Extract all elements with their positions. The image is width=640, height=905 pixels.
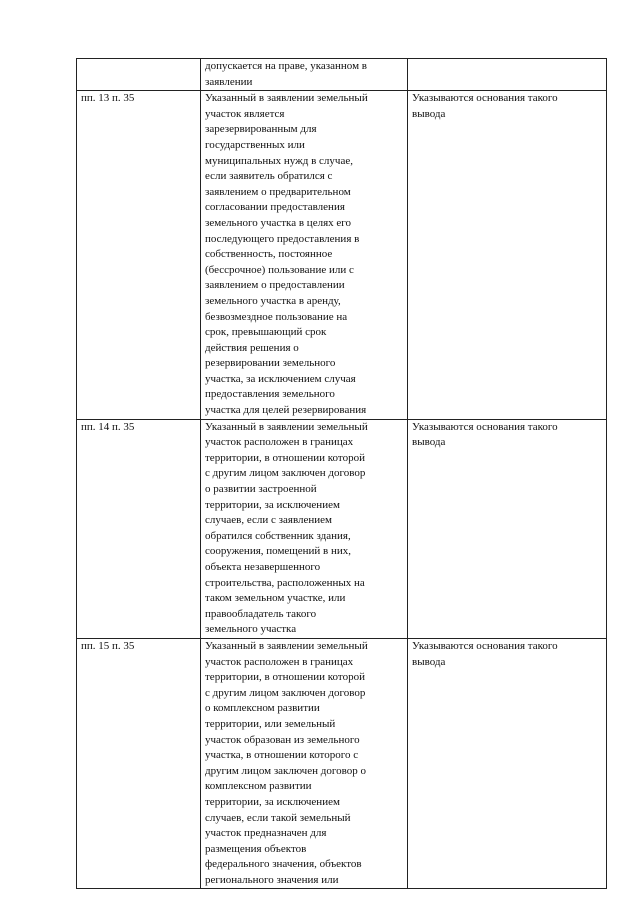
- result-line: вывода: [412, 107, 446, 120]
- condition-line: согласовании предоставления: [205, 201, 345, 214]
- condition-line: участка, за исключением случая: [205, 372, 356, 385]
- table-row: [77, 638, 607, 889]
- grounds-table: [76, 58, 607, 889]
- condition-line: территории, или земельный: [205, 717, 336, 730]
- condition-line: участок расположен в границах: [205, 436, 354, 449]
- condition-cell: [201, 419, 408, 638]
- condition-line: допускается на праве, указанном в: [205, 60, 367, 72]
- result-cell: [408, 91, 607, 419]
- table-row: [77, 91, 607, 419]
- condition-cell: [201, 59, 408, 91]
- condition-line: сооружения, помещений в них,: [205, 545, 352, 558]
- ref-cell: [77, 638, 201, 889]
- condition-line: размещения объектов: [205, 842, 307, 855]
- condition-line: регионального значения или: [205, 873, 339, 886]
- result-line: вывода: [412, 436, 446, 449]
- result-cell: [408, 638, 607, 889]
- condition-line: действия решения о: [205, 341, 299, 354]
- condition-line: другим лицом заключен договор о: [205, 764, 366, 777]
- condition-line: с другим лицом заключен договор: [205, 467, 366, 480]
- table-row: [77, 59, 607, 91]
- condition-line: случаев, если такой земельный: [205, 811, 351, 824]
- result-cell: [408, 419, 607, 638]
- condition-line: муниципальных нужд в случае,: [205, 154, 353, 167]
- condition-line: объекта незавершенного: [205, 561, 321, 573]
- condition-line: Указанный в заявлении земельный: [205, 420, 368, 433]
- condition-line: предоставления земельного: [205, 388, 335, 401]
- condition-line: зарезервированным для: [205, 123, 317, 136]
- condition-line: участок расположен в границах: [205, 655, 354, 668]
- result-line: вывода: [412, 655, 446, 668]
- ref-label: пп. 14 п. 35: [81, 420, 135, 433]
- condition-line: безвозмездное пользование на: [205, 310, 348, 323]
- condition-line: (бессрочное) пользование или с: [205, 263, 354, 276]
- condition-line: участок предназначен для: [205, 827, 327, 840]
- condition-line: собственность, постоянное: [205, 248, 333, 261]
- ref-label: пп. 13 п. 35: [81, 92, 135, 105]
- condition-line: комплексном развитии: [205, 780, 312, 793]
- ref-cell: [77, 419, 201, 638]
- result-line: Указываются основания такого: [412, 420, 558, 433]
- condition-line: участка, в отношении которого с: [205, 749, 359, 762]
- condition-line: участка для целей резервирования: [205, 404, 367, 417]
- condition-line: заявлении: [205, 75, 253, 88]
- condition-line: резервировании земельного: [205, 357, 336, 370]
- condition-line: случаев, если с заявлением: [205, 514, 332, 527]
- condition-line: земельного участка: [205, 623, 297, 636]
- ref-cell: [77, 59, 201, 91]
- condition-line: Указанный в заявлении земельный: [205, 639, 368, 652]
- condition-line: федерального значения, объектов: [205, 858, 362, 871]
- condition-line: таком земельном участке, или: [205, 592, 346, 605]
- condition-line: правообладатель такого: [205, 607, 317, 620]
- condition-line: о комплексном развитии: [205, 702, 320, 715]
- condition-line: территории, в отношении которой: [205, 671, 365, 684]
- condition-line: обратился собственник здания,: [205, 529, 351, 542]
- result-line: Указываются основания такого: [412, 639, 558, 652]
- condition-line: участок образован из земельного: [205, 733, 360, 746]
- ref-cell: [77, 91, 201, 419]
- condition-line: заявлением о предварительном: [205, 185, 351, 198]
- condition-line: о развитии застроенной: [205, 483, 317, 496]
- condition-line: с другим лицом заключен договор: [205, 686, 366, 699]
- condition-line: территории, за исключением: [205, 498, 340, 511]
- condition-cell: [201, 91, 408, 419]
- condition-line: государственных или: [205, 138, 305, 151]
- condition-line: заявлением о предоставлении: [205, 279, 345, 292]
- result-cell: [408, 59, 607, 91]
- condition-line: земельного участка в целях его: [205, 216, 351, 229]
- condition-line: участок является: [205, 107, 285, 120]
- condition-line: строительства, расположенных на: [205, 576, 365, 589]
- condition-line: территории, за исключением: [205, 795, 340, 808]
- table-row: [77, 419, 607, 638]
- result-line: Указываются основания такого: [412, 92, 558, 105]
- condition-line: земельного участка в аренду,: [205, 294, 341, 307]
- condition-line: срок, превышающий срок: [205, 326, 327, 339]
- condition-line: последующего предоставления в: [205, 232, 360, 245]
- condition-line: если заявитель обратился с: [205, 170, 333, 183]
- ref-label: пп. 15 п. 35: [81, 639, 135, 652]
- condition-line: территории, в отношении которой: [205, 451, 365, 464]
- condition-line: Указанный в заявлении земельный: [205, 92, 368, 105]
- condition-cell: [201, 638, 408, 889]
